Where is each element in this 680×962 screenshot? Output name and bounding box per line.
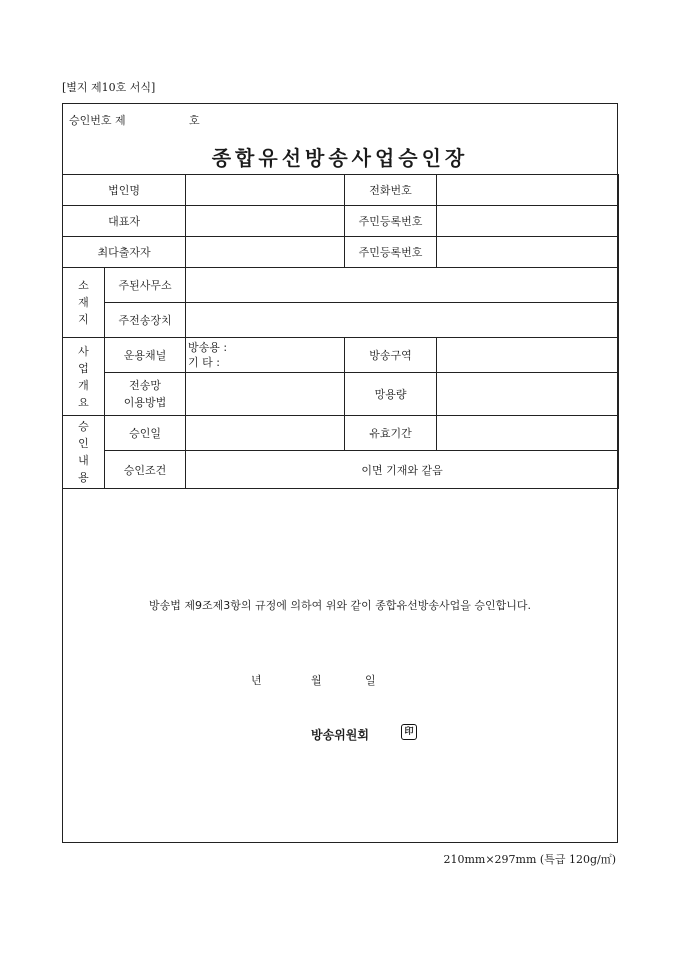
major-investor-field xyxy=(186,237,345,268)
main-office-field xyxy=(186,268,619,303)
network-capacity-label: 망용량 xyxy=(345,373,437,416)
form-number-label: [별지 제10호 서식] xyxy=(62,81,156,94)
broadcast-area-field xyxy=(437,338,619,373)
phone-field xyxy=(437,175,619,206)
network-usage-label: 전송망 이용방법 xyxy=(105,373,186,416)
validity-field xyxy=(437,416,619,451)
headend-label: 주전송장치 xyxy=(105,303,186,338)
conditions-label: 승인조건 xyxy=(105,451,186,489)
representative-label: 대표자 xyxy=(63,206,186,237)
approval-group-label: 승 인 내 용 xyxy=(63,416,105,489)
certificate-sheet xyxy=(62,103,618,843)
table-row xyxy=(63,206,619,237)
approval-number-suffix: 호 xyxy=(189,114,200,127)
investor-resident-no-label: 주민등록번호 xyxy=(345,237,437,268)
table-row xyxy=(63,338,619,373)
approval-number-label: 승인번호 제 xyxy=(69,114,126,127)
headend-field xyxy=(186,303,619,338)
seal-icon: 印 xyxy=(401,724,417,740)
validity-label: 유효기간 xyxy=(345,416,437,451)
approval-number-line xyxy=(69,112,200,128)
approval-date-field xyxy=(186,416,345,451)
business-group-label: 사 업 개 요 xyxy=(63,338,105,416)
approval-statement: 방송법 제9조제3항의 규정에 의하여 위와 같이 종합유선방송사업을 승인합니다. xyxy=(149,599,531,612)
date-month: 월 xyxy=(311,674,322,687)
representative-field xyxy=(186,206,345,237)
resident-no-label: 주민등록번호 xyxy=(345,206,437,237)
network-usage-field xyxy=(186,373,345,416)
approval-date-label: 승인일 xyxy=(105,416,186,451)
location-group-label: 소 재 지 xyxy=(63,268,105,338)
date-day: 일 xyxy=(365,674,376,687)
date-year: 년 xyxy=(251,674,262,687)
table-row xyxy=(63,373,619,416)
phone-label: 전화번호 xyxy=(345,175,437,206)
table-row xyxy=(63,303,619,338)
main-office-label: 주된사무소 xyxy=(105,268,186,303)
major-investor-label: 최다출자자 xyxy=(63,237,186,268)
info-table xyxy=(62,174,619,489)
issuer-name: 방송위원회 xyxy=(311,728,369,742)
table-row xyxy=(63,416,619,451)
table-row xyxy=(63,175,619,206)
channels-label: 운용채널 xyxy=(105,338,186,373)
paper-spec: 210mm×297mm (특급 120g/㎡) xyxy=(443,853,616,866)
document-title: 종합유선방송사업승인장 xyxy=(211,146,469,170)
conditions-field: 이면 기재와 같음 xyxy=(186,451,619,489)
corp-name-label: 법인명 xyxy=(63,175,186,206)
network-capacity-field xyxy=(437,373,619,416)
resident-no-field xyxy=(437,206,619,237)
corp-name-field xyxy=(186,175,345,206)
investor-resident-no-field xyxy=(437,237,619,268)
table-row xyxy=(63,237,619,268)
table-row xyxy=(63,268,619,303)
channels-field: 방송용 : 기 타 : xyxy=(186,338,345,373)
table-row xyxy=(63,451,619,489)
broadcast-area-label: 방송구역 xyxy=(345,338,437,373)
